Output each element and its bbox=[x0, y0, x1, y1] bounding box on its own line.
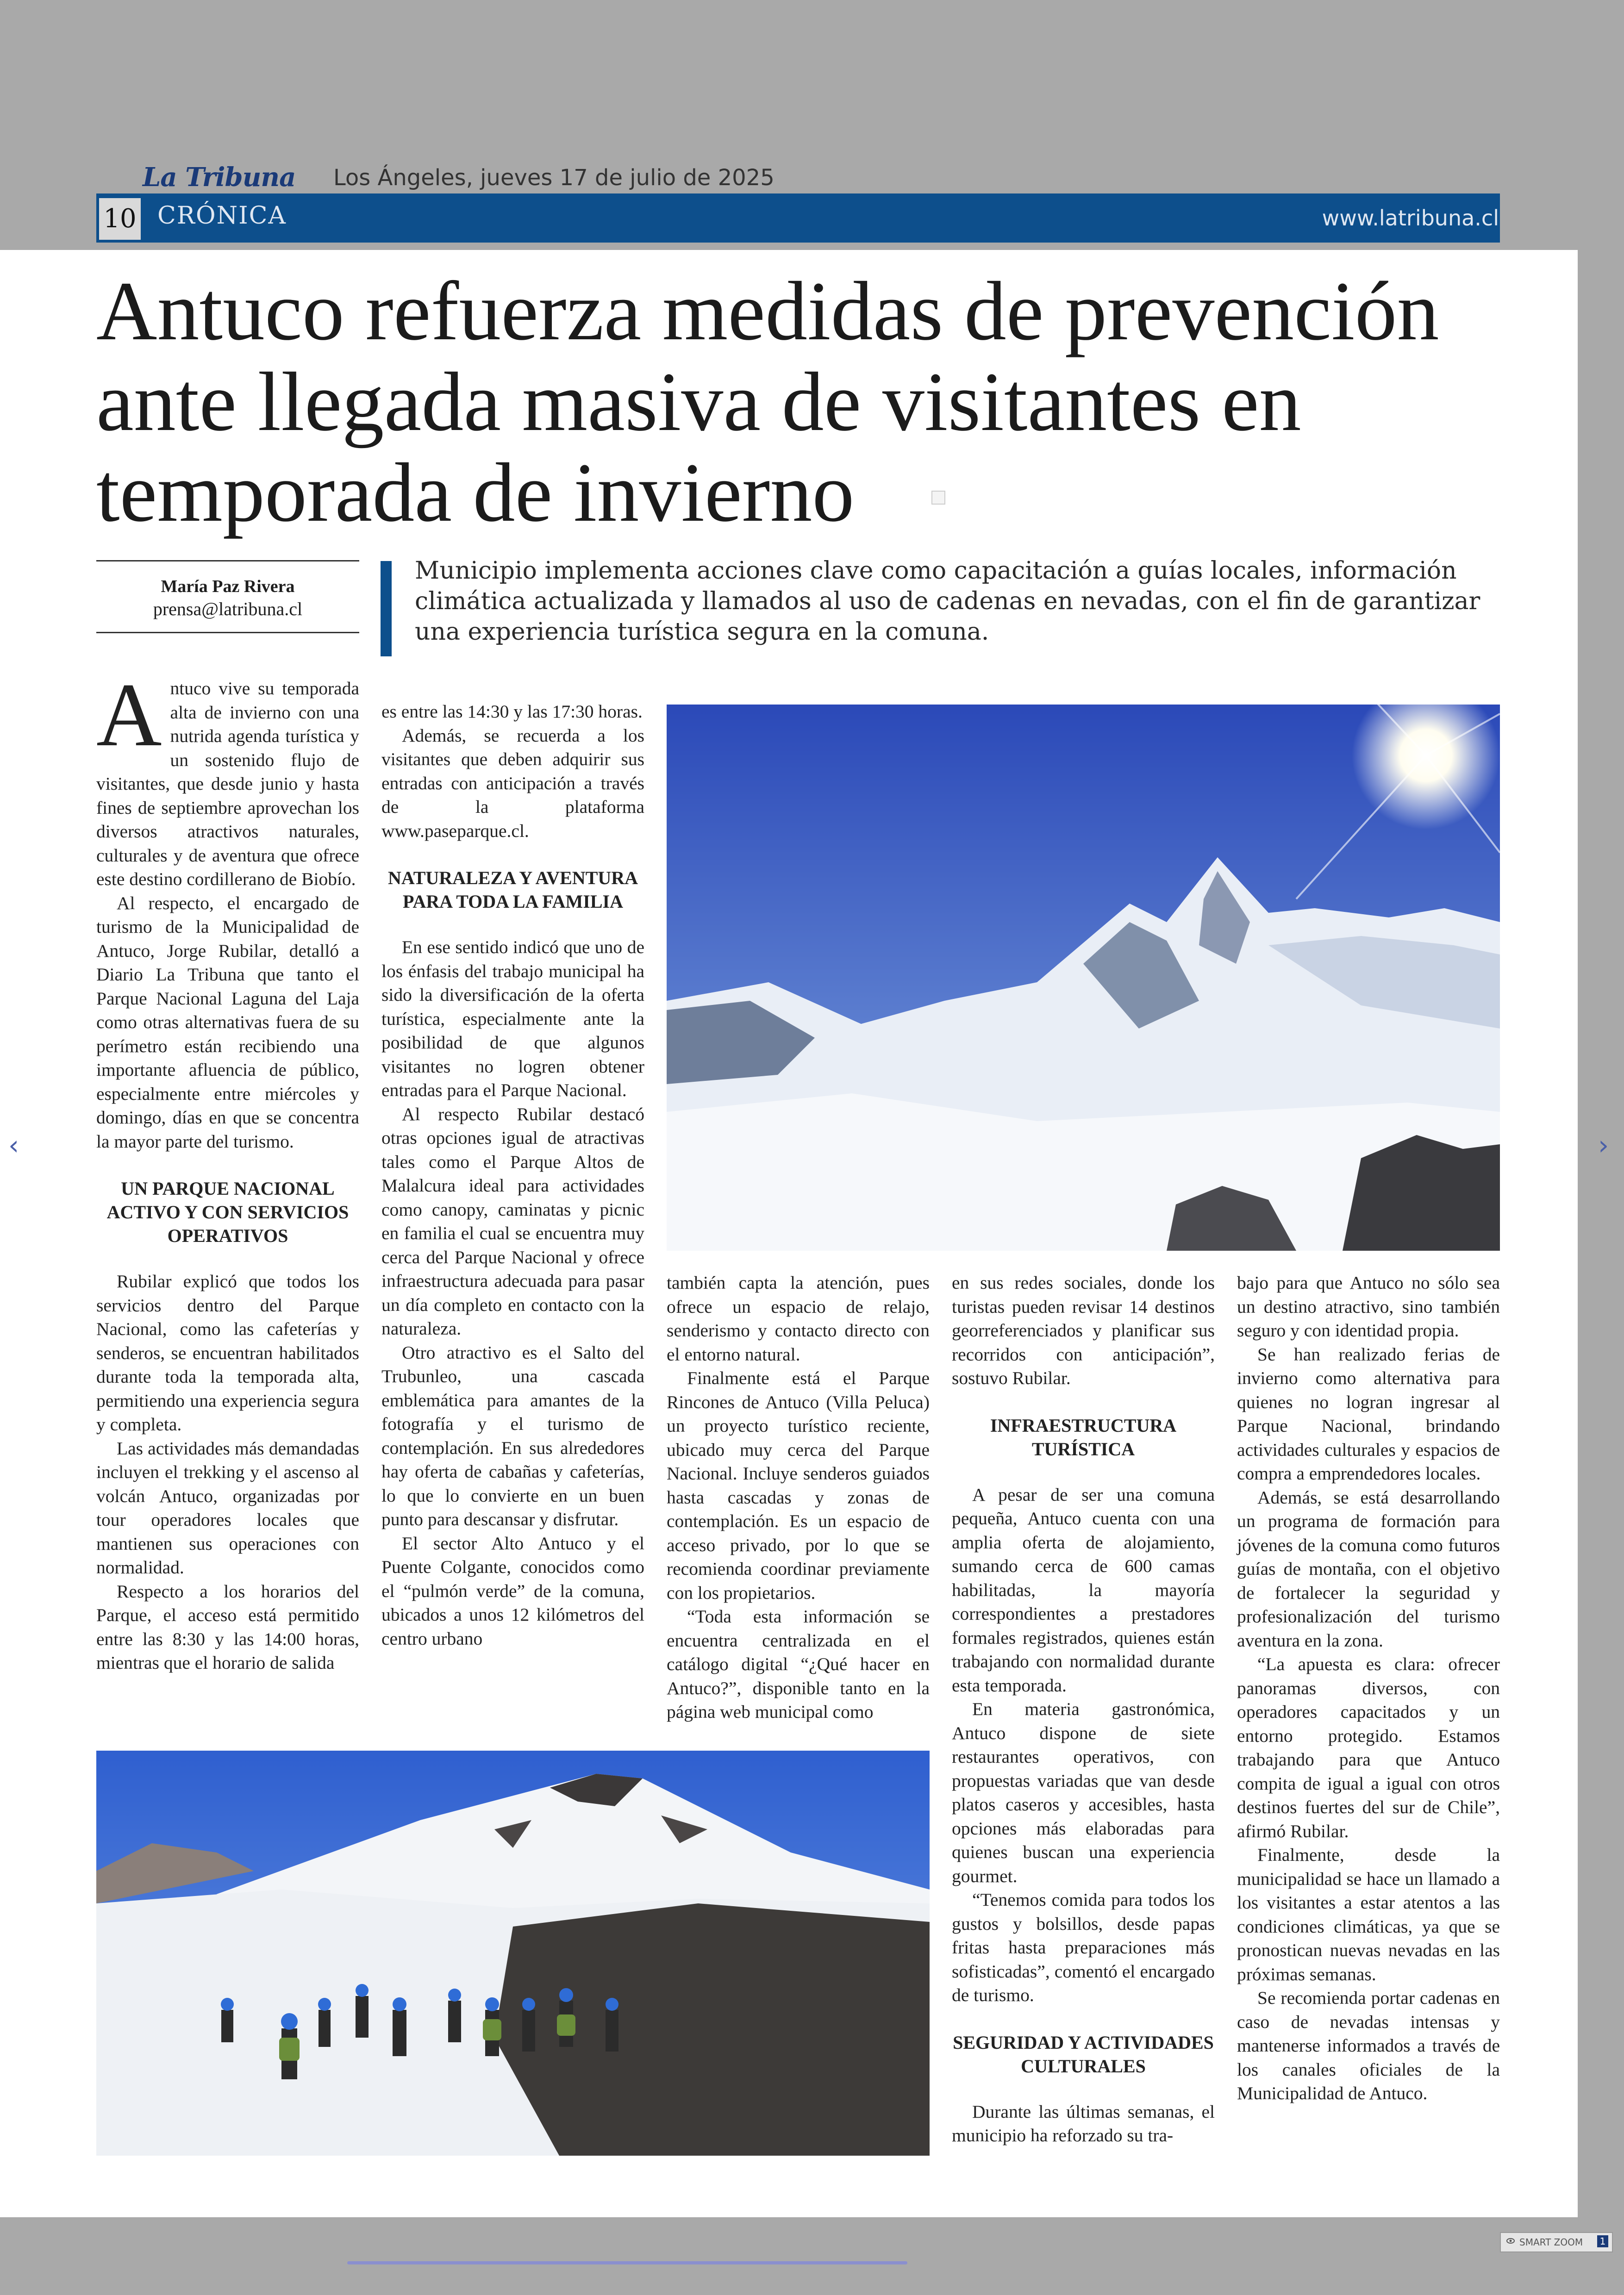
paragraph: es entre las 14:30 y las 17:30 horas. bbox=[381, 701, 643, 722]
paragraph: Además, se recuerda a los visitantes que deben adquirir sus entradas con anticipación a través de la plataforma www.paseparque.cl. bbox=[381, 725, 644, 841]
paragraph: Se han realizado ferias de invierno como alternativa para quienes no logran ingresar al Parque Nacional, brindando actividades culturales y espacios de compra a emprendedores locales. bbox=[1237, 1344, 1500, 1484]
page-number: 10 bbox=[96, 198, 141, 240]
paragraph: Durante las últimas semanas, el municipio ha reforzado su tra- bbox=[952, 2101, 1215, 2145]
smart-zoom-page-badge: 1 bbox=[1597, 2235, 1608, 2247]
paragraph: Antuco vive su temporada alta de invierno con una nutrida agenda turística y un sostenido flujo de visitantes, que desde junio y hasta fines de septiembre aprovechan los diversos atractivos naturales, culturales y de aventura que ofrece este destino cordillerano de Biobío. bbox=[96, 665, 359, 889]
paragraph: Se recomienda portar cadenas en caso de nevadas intensas y mantenerse informados a través de los canales oficiales de la Municipalidad de Antuco. bbox=[1237, 1988, 1500, 2103]
paragraph: Finalmente está el Parque Rincones de Antuco (Villa Peluca) un proyecto turístico reciente, ubicado muy cerca del Parque Nacional. Incluye senderos guiados hasta cascadas y zonas de contemplación. Es un espacio de acceso privado, por lo que se recomienda coordinar previamente con los propietarios. bbox=[667, 1368, 930, 1603]
snowy-mountain-photo-graphic bbox=[667, 705, 1500, 1251]
article-column-3 bbox=[667, 1271, 930, 1724]
byline-rule bbox=[96, 560, 359, 561]
paragraph: bajo para que Antuco no sólo sea un destino atractivo, sino también seguro y con identidad propia. bbox=[1237, 1272, 1500, 1341]
chevron-left-icon[interactable]: ‹ bbox=[8, 1129, 19, 1161]
paragraph: Otro atractivo es el Salto del Trubunleo, una cascada emblemática para amantes de la fotografía y el turismo de contemplación. En sus alrededores hay oferta de cabañas y cafeterías, lo que lo convierte en un buen punto para descansar y disfrutar. bbox=[381, 1342, 644, 1529]
section-bar bbox=[96, 193, 1500, 243]
subheading: SEGURIDAD Y ACTIVIDADES CULTURALES bbox=[953, 2032, 1214, 2077]
paragraph: Respecto a los horarios del Parque, el acceso está permitido entre las 8:30 y las 14:00 horas, mientras que el horario de salida bbox=[96, 1581, 359, 1673]
section-name: CRÓNICA bbox=[157, 202, 287, 230]
author-name: María Paz Rivera bbox=[161, 577, 295, 596]
site-url: www.latribuna.cl bbox=[1322, 206, 1499, 231]
smart-zoom-button[interactable] bbox=[1500, 2232, 1613, 2252]
hikers-volcano-photo bbox=[96, 1751, 930, 2156]
article-column-2 bbox=[381, 700, 644, 1651]
paragraph: en sus redes sociales, donde los turistas pueden revisar 14 destinos georreferenciados y planificar sus recorridos con anticipación”, sostuvo Rubilar. bbox=[952, 1272, 1215, 1388]
paragraph: también capta la atención, pues ofrece un espacio de relajo, senderismo y contacto directo con el entorno natural. bbox=[667, 1272, 930, 1365]
subheading: INFRAESTRUCTURA TURÍSTICA bbox=[990, 1415, 1177, 1459]
headline: Antuco refuerza medidas de prevención ante llegada masiva de visitantes en temporada de invierno bbox=[96, 265, 1439, 539]
paragraph: El sector Alto Antuco y el Puente Colgante, conocidos como el “pulmón verde” de la comuna, ubicados a unos 12 kilómetros del centro urbano bbox=[381, 1533, 644, 1649]
byline-rule bbox=[96, 632, 359, 633]
paragraph: “Tenemos comida para todos los gustos y bolsillos, desde papas fritas hasta preparaciones más sofisticadas”, comentó el encargado de turismo. bbox=[952, 1890, 1215, 2005]
hikers-volcano-photo-graphic bbox=[96, 1751, 930, 2156]
eye-icon bbox=[1506, 2236, 1515, 2245]
paragraph: En ese sentido indicó que uno de los énfasis del trabajo municipal ha sido la diversificación de la oferta turística, especialmente ante la posibilidad de que algunos visitantes no logren obtener entradas para el Parque Nacional. bbox=[381, 937, 644, 1100]
paragraph: Rubilar explicó que todos los servicios dentro del Parque Nacional, como las cafeterías y senderos, se encuentran habilitados durante toda la temporada alta, permitiendo una experiencia segura y completa. bbox=[96, 1271, 359, 1434]
subheading: UN PARQUE NACIONAL ACTIVO Y CON SERVICIOS OPERATIVOS bbox=[106, 1178, 349, 1246]
lead-accent-bar bbox=[381, 561, 392, 656]
lead-paragraph: Municipio implementa acciones clave como capacitación a guías locales, información climática actualizada y llamados al uso de cadenas en nevadas, con el fin de garantizar una experiencia turística segura en la comuna. bbox=[415, 557, 1480, 646]
paragraph: Al respecto Rubilar destacó otras opciones igual de atractivas tales como el Parque Altos de Malalcura ideal para actividades como canopy, caminatas y picnic en familia el cual se encuentra muy cerca del Parque Nacional y ofrece infraestructura adecuada para pasar un día completo en contacto con la naturaleza. bbox=[381, 1104, 644, 1339]
paragraph: Además, se está desarrollando un programa de formación para jóvenes de la comuna como futuros guías de montaña, con el objetivo de fortalecer la seguridad y profesionalización del turismo aventura en la zona. bbox=[1237, 1487, 1500, 1651]
article-column-5 bbox=[1237, 1271, 1500, 2106]
subheading: NATURALEZA Y AVENTURA PARA TODA LA FAMILIA bbox=[387, 867, 638, 912]
author-email: prensa@latribuna.cl bbox=[153, 599, 303, 619]
article-column-1 bbox=[96, 665, 359, 1675]
paragraph: A pesar de ser una comuna pequeña, Antuco cuenta con una amplia oferta de alojamiento, sumando cerca de 600 camas habilitadas, la mayoría correspondientes a prestadores formales registrados, quienes están trabajando con normalidad durante esta temporada. bbox=[952, 1484, 1215, 1696]
issue-date: Los Ángeles, jueves 17 de julio de 2025 bbox=[333, 165, 775, 191]
article-column-4 bbox=[952, 1271, 1215, 2148]
annotation-marker-icon[interactable] bbox=[931, 491, 945, 505]
page-progress-bar[interactable] bbox=[347, 2261, 907, 2264]
drop-cap: A bbox=[96, 665, 162, 765]
snowy-mountain-photo bbox=[667, 705, 1500, 1251]
paragraph: “Toda esta información se encuentra centralizada en el catálogo digital “¿Qué hacer en Antuco?”, disponible tanto en la página web municipal como bbox=[667, 1606, 930, 1722]
newspaper-logo: La Tribuna bbox=[143, 162, 296, 193]
paragraph: Al respecto, el encargado de turismo de la Municipalidad de Antuco, Jorge Rubilar, detalló a Diario La Tribuna que tanto el Parque Nacional Laguna del Laja como otras alternativas fuera de su perímetro están recibiendo una importante afluencia de público, especialmente entre miércoles y domingo, días en que se concentra la mayor parte del turismo. bbox=[96, 892, 359, 1152]
paragraph: En materia gastronómica, Antuco dispone de siete restaurantes operativos, con propuestas variadas que van desde platos caseros y accesibles, hasta opciones más elaboradas para quienes buscan una experiencia gourmet. bbox=[952, 1699, 1215, 1886]
paragraph: Las actividades más demandadas incluyen el trekking y el ascenso al volcán Antuco, organizadas por tour operadores locales que mantienen sus operaciones con normalidad. bbox=[96, 1438, 359, 1578]
paragraph: “La apuesta es clara: ofrecer panoramas diversos, con operadores capacitados y un entorno protegido. Estamos trabajando para que Antuco compita de igual a igual con otros destinos fuertes del sur de Chile”, afirmó Rubilar. bbox=[1237, 1654, 1500, 1841]
chevron-right-icon[interactable]: › bbox=[1598, 1129, 1609, 1161]
smart-zoom-label: SMART ZOOM bbox=[1519, 2237, 1583, 2248]
paragraph: Finalmente, desde la municipalidad se hace un llamado a los visitantes a estar atentos a las condiciones climáticas, ya que se pronostican nuevas nevadas en las próximas semanas. bbox=[1237, 1845, 1500, 1984]
